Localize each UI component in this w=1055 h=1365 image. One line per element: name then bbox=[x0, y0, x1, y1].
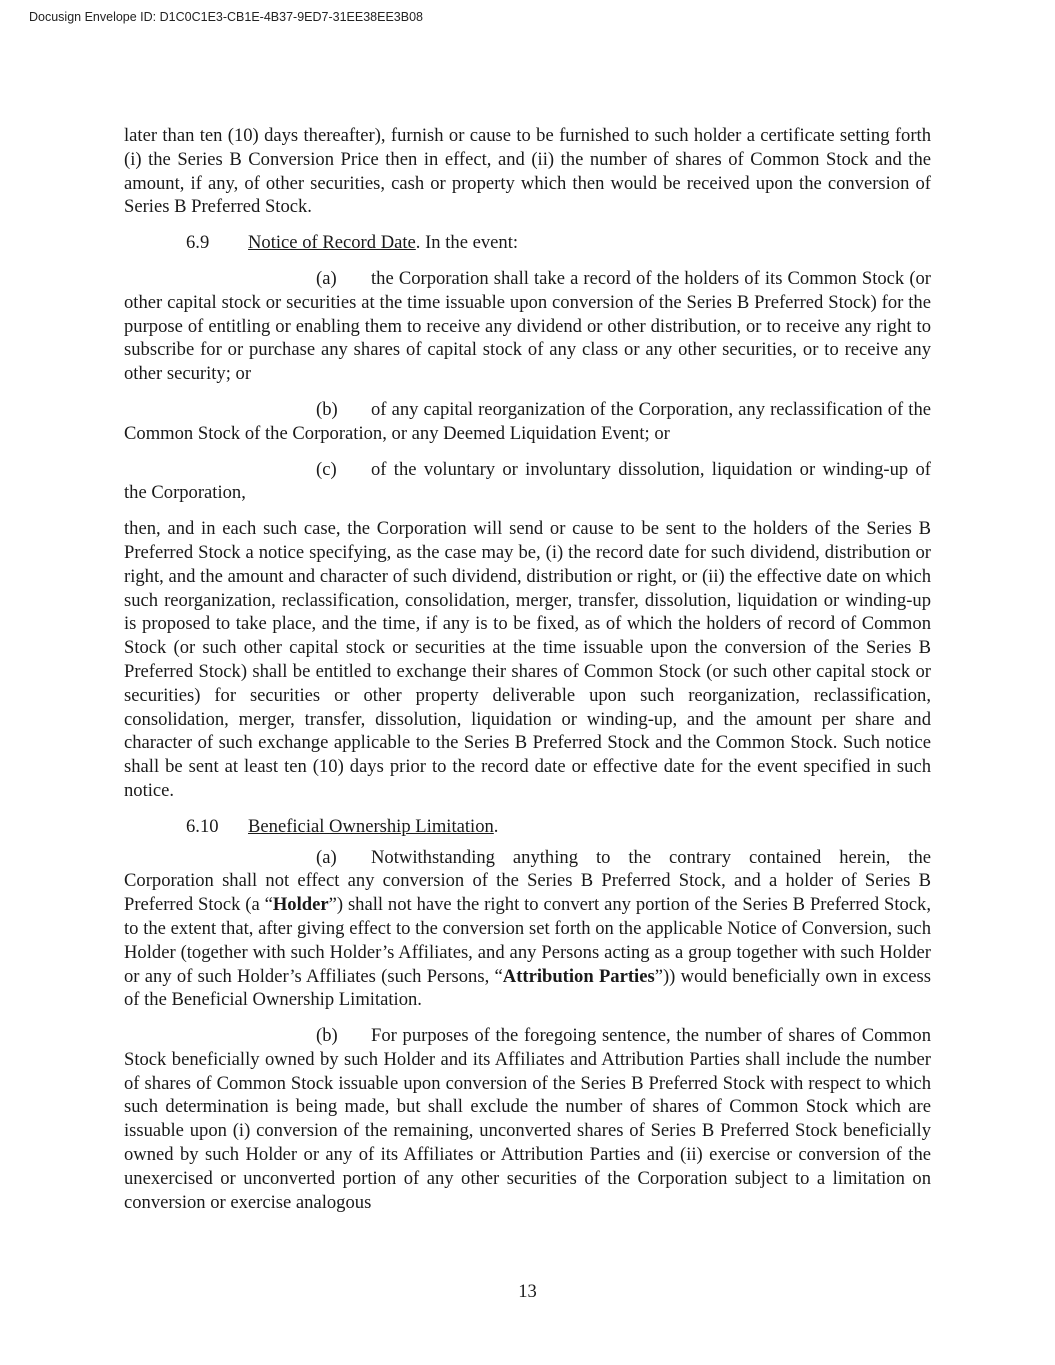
defined-term-holder: Holder bbox=[272, 894, 329, 916]
clause-6-9-c bbox=[124, 458, 931, 506]
clause-label: (a) bbox=[316, 846, 337, 868]
clause-6-9-b bbox=[124, 398, 931, 446]
paragraph-intro: later than ten (10) days thereafter), furnish or cause to be furnished to such holder a certificate setting forth (i) the Series B Conversion Price then in effect, and (ii) the number of shares of Common Stock and the amount, if any, of other securities, cash or property which then would be received upon the conversion of Series B Preferred Stock. bbox=[124, 125, 931, 218]
clause-text: ”)) would beneficially own in excess of the Beneficial Ownership Limitation. bbox=[124, 965, 932, 1011]
clause-text: For purposes of the foregoing sentence, the number of shares of Common Stock beneficially owned by such Holder and its Affiliates and Attribution Parties shall include the number of shares of Common Stock issuable upon conversion of the Series B Preferred Stock with respect to which such determination is being made, but shall exclude the number of shares of Common Stock which are issuable upon (i) conversion of the remaining, unconverted shares of Series B Preferred Stock beneficially owned by such Holder or any of its Affiliates or Attribution Parties and (ii) exercise or conversion of the unexercised or unconverted portion of any other securities of the Corporation subject to a limitation on conversion or exercise analogous bbox=[124, 1025, 931, 1213]
section-number: 6.9 bbox=[186, 232, 210, 254]
section-number: 6.10 bbox=[186, 815, 219, 837]
clause-text: of the voluntary or involuntary dissolution, liquidation or winding-up of the Corporation, bbox=[124, 458, 931, 504]
clause-text: Notwithstanding anything to the contrary contained herein, the Corporation shall not effect any conversion of the Series B Preferred Stock, and a holder of Series B Preferred Stock (a “ bbox=[124, 846, 931, 916]
clause-text: the Corporation shall take a record of the holders of its Common Stock (or other capital stock or securities at the time issuable upon conversion of the Series B Preferred Stock) for the purpose of entitling or enabling them to receive any dividend or other distribution, or to receive any right to subscribe for or purchase any shares of capital stock of any class or any other securities, or to receive any other security; or bbox=[124, 267, 931, 385]
clause-label: (a) bbox=[316, 267, 337, 289]
clause-text: of any capital reorganization of the Corporation, any reclassification of the Common Stock of the Corporation, or any Deemed Liquidation Event; or bbox=[124, 398, 931, 444]
clause-text: ”) shall not have the right to convert any portion of the Series B Preferred Stock, to the extent that, after giving effect to the conversion set forth on the applicable Notice of Conversion, such Holder (together with such Holder’s Affiliates, and any Persons acting as a group together with such Holder or any of such Holder’s Affiliates (such Persons, “ bbox=[124, 894, 931, 987]
clause-label: (b) bbox=[316, 398, 338, 420]
section-6-9-heading bbox=[124, 231, 931, 255]
clause-6-9-a bbox=[124, 267, 931, 386]
section-heading-tail: . bbox=[493, 815, 499, 837]
clause-6-10-b bbox=[124, 1024, 931, 1214]
section-heading-tail: . In the event: bbox=[415, 232, 519, 254]
document-body bbox=[124, 124, 931, 1214]
section-6-10-heading bbox=[124, 815, 931, 839]
paragraph-6-9-then: then, and in each such case, the Corporation will send or cause to be sent to the holders of the Series B Preferred Stock a notice specifying, as the case may be, (i) the record date for such dividend, distribution or right, and the amount and character of such dividend, distribution or right, or (ii) the effective date on which such reorganization, reclassification, consolidation, merger, transfer, dissolution, liquidation or winding-up is proposed to take place, and the time, if any is to be fixed, as of which the holders of record of Common Stock (or such other capital stock or securities at the time issuable upon the conversion of the Series B Preferred Stock) shall be entitled to exchange their shares of Common Stock (or such other capital stock or securities) for securities or other property deliverable upon such reorganization, reclassification, consolidation, merger, transfer, dissolution, liquidation or winding-up, and the amount per share and character of such exchange applicable to the Series B Preferred Stock and the Common Stock. Such notice shall be sent at least ten (10) days prior to the record date or effective date for the event specified in such notice. bbox=[124, 518, 931, 801]
section-title: Beneficial Ownership Limitation bbox=[248, 815, 494, 837]
docusign-envelope-id: Docusign Envelope ID: D1C0C1E3-CB1E-4B37-9ED7-31EE38EE3B08 bbox=[29, 10, 423, 24]
defined-term-attribution-parties: Attribution Parties bbox=[502, 965, 655, 987]
section-title: Notice of Record Date bbox=[248, 232, 416, 254]
page-number: 13 bbox=[518, 1281, 537, 1302]
clause-label: (c) bbox=[316, 458, 337, 480]
clause-6-10-a bbox=[124, 846, 931, 1013]
clause-label: (b) bbox=[316, 1025, 338, 1047]
